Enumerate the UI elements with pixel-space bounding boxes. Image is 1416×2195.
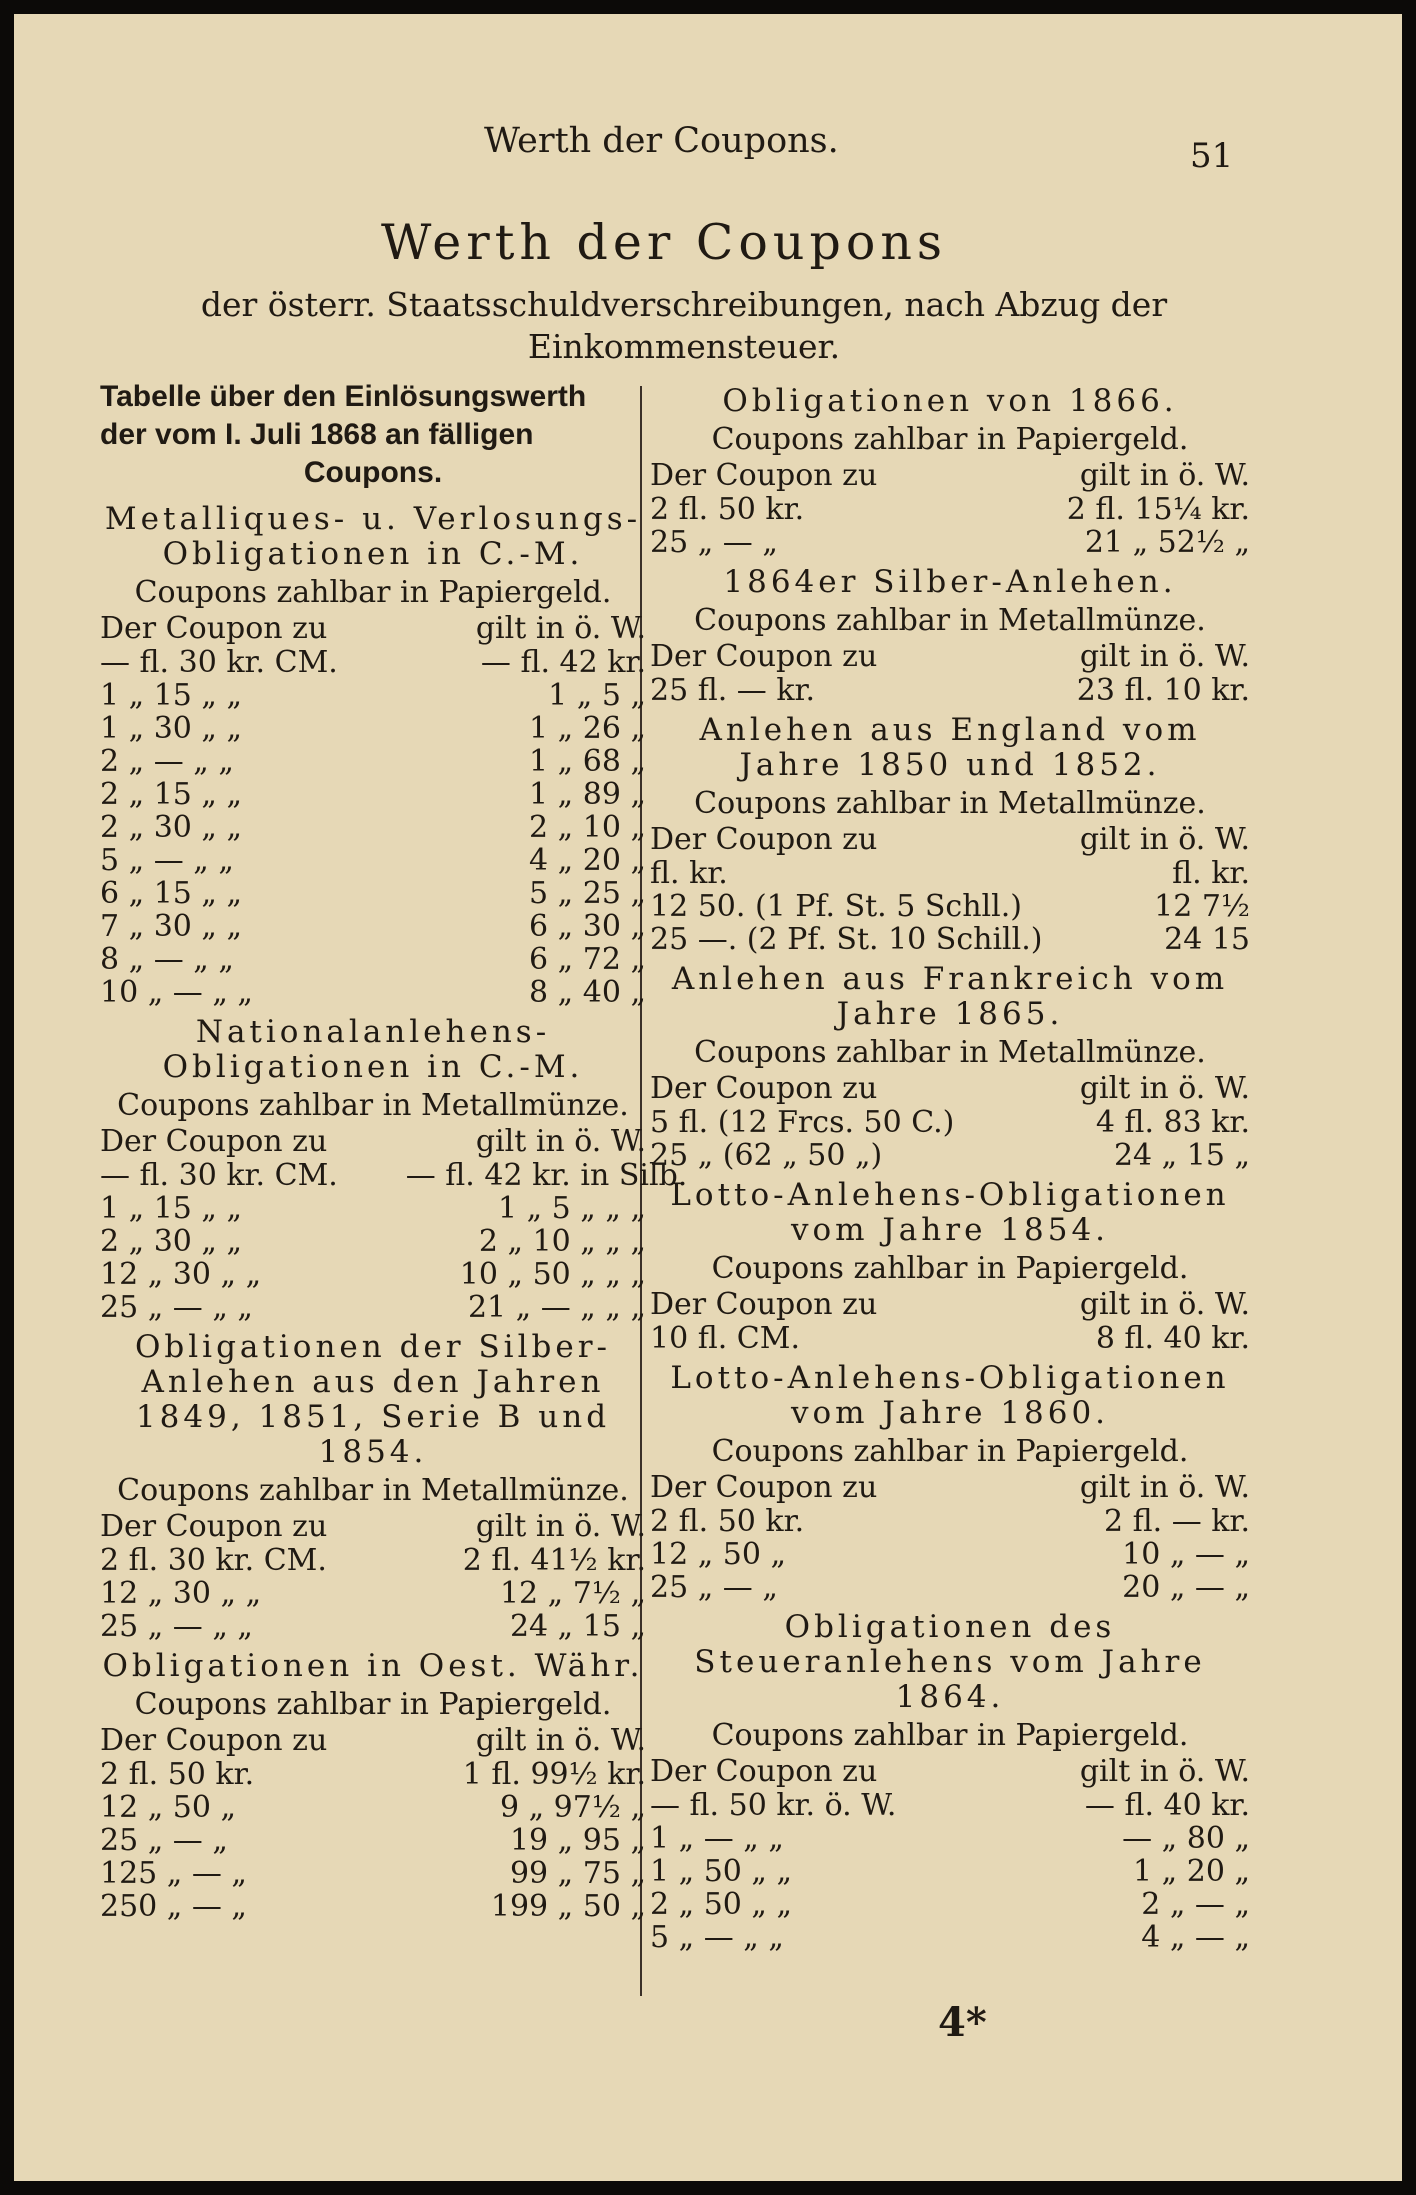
- coupon-section: [100, 502, 646, 1009]
- value-amount: 2 fl. 41½ kr.: [462, 1543, 646, 1578]
- value-amount: 1 „ 5 „ „ „: [497, 1191, 646, 1226]
- value-amount: 8 „ 40 „: [529, 975, 646, 1010]
- table-row: [100, 877, 646, 910]
- table-intro: [100, 378, 646, 492]
- table-row: [650, 1921, 1250, 1954]
- coupon-amount: 2 „ — „ „: [100, 744, 234, 779]
- left-column: [100, 378, 688, 1924]
- value-amount: 4 „ — „: [1141, 1920, 1250, 1955]
- value-amount: — fl. 42 kr. in Silb.: [405, 1158, 688, 1193]
- coupon-amount: 12 50. (1 Pf. St. 5 Schll.): [650, 889, 1022, 924]
- section-heading: Obligationen der Silber-Anlehen aus den Jahren 1849, 1851, Serie B und 1854.: [135, 1329, 611, 1470]
- table-row: [100, 778, 646, 811]
- coupon-column-label: Der Coupon zu: [650, 1754, 878, 1789]
- section-heading: Obligationen von 1866.: [722, 383, 1178, 419]
- section-heading: Nationalanlehens-Obligationen in C.-M.: [162, 1014, 584, 1085]
- coupon-amount: 5 „ — „ „: [100, 843, 234, 878]
- column-header: [100, 611, 646, 646]
- coupon-amount: 10 „ — „ „: [100, 975, 253, 1010]
- coupon-section: [650, 1361, 1250, 1604]
- value-amount: 4 „ 20 „: [529, 843, 646, 878]
- value-amount: 2 „ — „: [1141, 1887, 1250, 1922]
- section-heading: Anlehen aus Frankreich vom Jahre 1865.: [671, 961, 1229, 1032]
- table-row: [650, 526, 1250, 559]
- value-column-label: gilt in ö. W.: [1079, 1287, 1250, 1322]
- coupon-amount: 12 „ 30 „ „: [100, 1257, 262, 1292]
- value-amount: 2 fl. — kr.: [1103, 1504, 1250, 1539]
- coupon-amount: 5 „ — „ „: [650, 1920, 784, 1955]
- coupon-amount: 25 „ — „: [650, 525, 778, 560]
- coupon-section: [650, 1610, 1250, 1954]
- table-row: [650, 1538, 1250, 1571]
- coupon-section: [650, 1178, 1250, 1355]
- column-header: [100, 1509, 646, 1544]
- value-amount: 199 „ 50 „: [490, 1889, 646, 1924]
- table-row: [650, 1106, 1250, 1139]
- value-amount: 6 „ 30 „: [529, 909, 646, 944]
- value-amount: — fl. 42 kr.: [480, 645, 646, 680]
- value-column-label: gilt in ö. W.: [475, 611, 646, 646]
- table-row: [100, 811, 646, 844]
- value-amount: 1 „ 68 „: [529, 744, 646, 779]
- coupon-column-label: Der Coupon zu: [100, 1509, 328, 1544]
- payment-note: Coupons zahlbar in Papiergeld.: [711, 1251, 1189, 1286]
- value-amount: 9 „ 97½ „: [499, 1790, 646, 1825]
- coupon-amount: 250 „ — „: [100, 1889, 247, 1924]
- value-column-label: gilt in ö. W.: [475, 1124, 646, 1159]
- value-amount: 1 fl. 99½ kr.: [462, 1757, 646, 1792]
- payment-note: Coupons zahlbar in Metallmünze.: [694, 603, 1206, 638]
- section-heading: Lotto-Anlehens-Obligationen vom Jahre 1854.: [670, 1177, 1230, 1248]
- value-column-label: gilt in ö. W.: [1079, 822, 1250, 857]
- coupon-column-label: Der Coupon zu: [100, 1124, 328, 1159]
- value-amount: 8 fl. 40 kr.: [1095, 1321, 1250, 1356]
- section-heading: Metalliques- u. Verlosungs-Obligationen in C.-M.: [104, 501, 642, 572]
- coupon-amount: 25 —. (2 Pf. St. 10 Schill.): [650, 922, 1043, 957]
- value-amount: fl. kr.: [1172, 856, 1250, 891]
- coupon-column-label: Der Coupon zu: [650, 1071, 878, 1106]
- page-number: 51: [1190, 136, 1234, 176]
- coupon-amount: 2 fl. 30 kr. CM.: [100, 1543, 327, 1578]
- coupon-amount: — fl. 50 kr. ö. W.: [650, 1788, 897, 1823]
- coupon-amount: 25 „ — „ „: [100, 1609, 253, 1644]
- coupon-amount: 10 fl. CM.: [650, 1321, 800, 1356]
- coupon-section: [100, 1014, 688, 1325]
- value-column-label: gilt in ö. W.: [1079, 1754, 1250, 1789]
- table-row: [100, 1225, 646, 1258]
- value-column-label: gilt in ö. W.: [475, 1723, 646, 1758]
- coupon-amount: 2 fl. 50 kr.: [650, 492, 805, 527]
- coupon-amount: 12 „ 30 „ „: [100, 1576, 262, 1611]
- coupon-amount: fl. kr.: [650, 856, 728, 891]
- coupon-amount: — fl. 30 kr. CM.: [100, 1158, 338, 1193]
- coupon-column-label: Der Coupon zu: [650, 458, 878, 493]
- payment-note: Coupons zahlbar in Papiergeld.: [134, 575, 612, 610]
- table-row: [100, 844, 646, 877]
- table-row: [100, 1544, 646, 1577]
- table-row: [100, 1577, 646, 1610]
- coupon-section: [650, 565, 1250, 707]
- table-row: [650, 1505, 1250, 1538]
- intro-line: Tabelle über den Einlösungswerth: [100, 380, 587, 413]
- table-row: [650, 1822, 1250, 1855]
- column-header: [650, 458, 1250, 493]
- table-row: [100, 712, 646, 745]
- table-row: [650, 1888, 1250, 1921]
- value-amount: 10 „ — „: [1122, 1537, 1250, 1572]
- value-amount: 20 „ — „: [1122, 1570, 1250, 1605]
- table-row: [650, 923, 1250, 956]
- right-column: [650, 378, 1250, 1954]
- column-header: [650, 639, 1250, 674]
- coupon-amount: 1 „ 15 „ „: [100, 678, 243, 713]
- coupon-column-label: Der Coupon zu: [650, 822, 878, 857]
- coupon-amount: 8 „ — „ „: [100, 942, 234, 977]
- coupon-amount: 12 „ 50 „: [650, 1537, 787, 1572]
- value-amount: 23 fl. 10 kr.: [1076, 673, 1250, 708]
- left-sections: [100, 501, 688, 1924]
- coupon-amount: — fl. 30 kr. CM.: [100, 645, 338, 680]
- column-header: [650, 1470, 1250, 1505]
- value-amount: 21 „ 52½ „: [1084, 525, 1250, 560]
- value-amount: 12 7½: [1154, 889, 1250, 924]
- table-row: [650, 890, 1250, 923]
- column-header: [650, 1287, 1250, 1322]
- section-heading: Anlehen aus England vom Jahre 1850 und 1852.: [699, 712, 1201, 783]
- value-amount: 24 „ 15 „: [509, 1609, 646, 1644]
- coupon-section: [100, 1330, 646, 1643]
- payment-note: Coupons zahlbar in Papiergeld.: [711, 1718, 1189, 1753]
- intro-line: Coupons.: [303, 456, 443, 489]
- coupon-column-label: Der Coupon zu: [650, 639, 878, 674]
- page-subtitle: der österr. Staatsschuldverschreibungen, nach Abzug der Einkommensteuer.: [200, 285, 1168, 366]
- running-header: Werth der Coupons.: [484, 121, 839, 161]
- coupon-amount: 2 „ 30 „ „: [100, 810, 243, 845]
- coupon-section: [650, 962, 1250, 1172]
- table-row: [650, 857, 1250, 890]
- value-amount: 6 „ 72 „: [529, 942, 646, 977]
- payment-note: Coupons zahlbar in Papiergeld.: [134, 1687, 612, 1722]
- value-amount: 24 15: [1164, 922, 1250, 957]
- section-heading: Obligationen in Oest. Währ.: [102, 1648, 644, 1684]
- table-row: [650, 1322, 1250, 1355]
- table-row: [650, 674, 1250, 707]
- value-amount: — fl. 40 kr.: [1084, 1788, 1250, 1823]
- table-row: [100, 679, 646, 712]
- table-row: [650, 1571, 1250, 1604]
- coupon-amount: 2 fl. 50 kr.: [650, 1504, 805, 1539]
- coupon-amount: 1 „ — „ „: [650, 1821, 784, 1856]
- value-amount: 2 „ 10 „: [529, 810, 646, 845]
- table-row: [100, 1824, 646, 1857]
- value-amount: 4 fl. 83 kr.: [1095, 1105, 1250, 1140]
- table-row: [100, 1890, 646, 1923]
- table-row: [100, 1791, 646, 1824]
- payment-note: Coupons zahlbar in Metallmünze.: [694, 1035, 1206, 1070]
- coupon-amount: 1 „ 15 „ „: [100, 1191, 243, 1226]
- value-amount: 1 „ 20 „: [1133, 1854, 1250, 1889]
- right-sections: [650, 384, 1250, 1954]
- payment-note: Coupons zahlbar in Metallmünze.: [694, 786, 1206, 821]
- intro-line: der vom I. Juli 1868 an fälligen: [100, 418, 534, 451]
- coupon-amount: 5 fl. (12 Frcs. 50 C.): [650, 1105, 955, 1140]
- value-amount: 21 „ — „ „ „: [467, 1290, 646, 1325]
- value-column-label: gilt in ö. W.: [1079, 1071, 1250, 1106]
- section-heading: 1864er Silber-Anlehen.: [723, 564, 1177, 600]
- value-amount: 2 „ 10 „ „ „: [478, 1224, 646, 1259]
- coupon-section: [100, 1649, 646, 1923]
- payment-note: Coupons zahlbar in Papiergeld.: [711, 1434, 1189, 1469]
- payment-note: Coupons zahlbar in Metallmünze.: [117, 1473, 629, 1508]
- value-amount: 99 „ 75 „: [509, 1856, 646, 1891]
- value-column-label: gilt in ö. W.: [475, 1509, 646, 1544]
- table-row: [100, 943, 646, 976]
- coupon-amount: 1 „ 50 „ „: [650, 1854, 793, 1889]
- section-heading: Lotto-Anlehens-Obligationen vom Jahre 1860.: [670, 1360, 1230, 1431]
- table-row: [100, 910, 646, 943]
- page-title: Werth der Coupons: [380, 214, 948, 271]
- value-amount: 2 fl. 15¼ kr.: [1066, 492, 1250, 527]
- table-row: [100, 1857, 646, 1890]
- coupon-amount: 6 „ 15 „ „: [100, 876, 243, 911]
- table-row: [650, 1139, 1250, 1172]
- column-header: [650, 822, 1250, 857]
- value-column-label: gilt in ö. W.: [1079, 1470, 1250, 1505]
- value-amount: 1 „ 5 „: [548, 678, 646, 713]
- table-row: [100, 1192, 646, 1225]
- table-row: [100, 1158, 688, 1193]
- value-column-label: gilt in ö. W.: [1079, 639, 1250, 674]
- table-row: [100, 1291, 646, 1324]
- coupon-amount: 1 „ 30 „ „: [100, 711, 243, 746]
- coupon-column-label: Der Coupon zu: [650, 1287, 878, 1322]
- table-row: [100, 1610, 646, 1643]
- table-row: [650, 493, 1250, 526]
- payment-note: Coupons zahlbar in Papiergeld.: [711, 422, 1189, 457]
- coupon-column-label: Der Coupon zu: [100, 1723, 328, 1758]
- value-amount: — „ 80 „: [1122, 1821, 1250, 1856]
- value-amount: 1 „ 89 „: [529, 777, 646, 812]
- column-header: [100, 1723, 646, 1758]
- coupon-column-label: Der Coupon zu: [650, 1470, 878, 1505]
- value-amount: 5 „ 25 „: [529, 876, 646, 911]
- value-amount: 24 „ 15 „: [1113, 1138, 1250, 1173]
- value-amount: 12 „ 7½ „: [499, 1576, 646, 1611]
- column-header: [650, 1754, 1250, 1789]
- value-amount: 1 „ 26 „: [529, 711, 646, 746]
- coupon-amount: 2 fl. 50 kr.: [100, 1757, 255, 1792]
- column-header: [650, 1071, 1250, 1106]
- table-row: [100, 1258, 646, 1291]
- table-row: [100, 976, 646, 1009]
- value-amount: 19 „ 95 „: [509, 1823, 646, 1858]
- coupon-section: [650, 713, 1250, 956]
- column-header: [100, 1124, 646, 1159]
- coupon-amount: 25 „ — „ „: [100, 1290, 253, 1325]
- payment-note: Coupons zahlbar in Metallmünze.: [117, 1088, 629, 1123]
- section-heading: Obligationen des Steueranlehens vom Jahre 1864.: [694, 1609, 1206, 1715]
- table-row: [100, 646, 646, 679]
- coupon-amount: 25 fl. — kr.: [650, 673, 816, 708]
- coupon-amount: 25 „ — „: [100, 1823, 228, 1858]
- table-row: [650, 1855, 1250, 1888]
- coupon-section: [650, 384, 1250, 559]
- book-page: [14, 14, 1402, 2181]
- value-amount: 10 „ 50 „ „ „: [459, 1257, 646, 1292]
- signature-mark: 4*: [938, 1999, 987, 2046]
- coupon-amount: 125 „ — „: [100, 1856, 247, 1891]
- coupon-amount: 25 „ — „: [650, 1570, 778, 1605]
- coupon-amount: 2 „ 50 „ „: [650, 1887, 793, 1922]
- table-row: [100, 745, 646, 778]
- table-row: [100, 1758, 646, 1791]
- coupon-amount: 2 „ 30 „ „: [100, 1224, 243, 1259]
- coupon-column-label: Der Coupon zu: [100, 611, 328, 646]
- coupon-amount: 7 „ 30 „ „: [100, 909, 243, 944]
- value-column-label: gilt in ö. W.: [1079, 458, 1250, 493]
- coupon-amount: 2 „ 15 „ „: [100, 777, 243, 812]
- coupon-amount: 12 „ 50 „: [100, 1790, 237, 1825]
- coupon-amount: 25 „ (62 „ 50 „): [650, 1138, 883, 1173]
- table-row: [650, 1789, 1250, 1822]
